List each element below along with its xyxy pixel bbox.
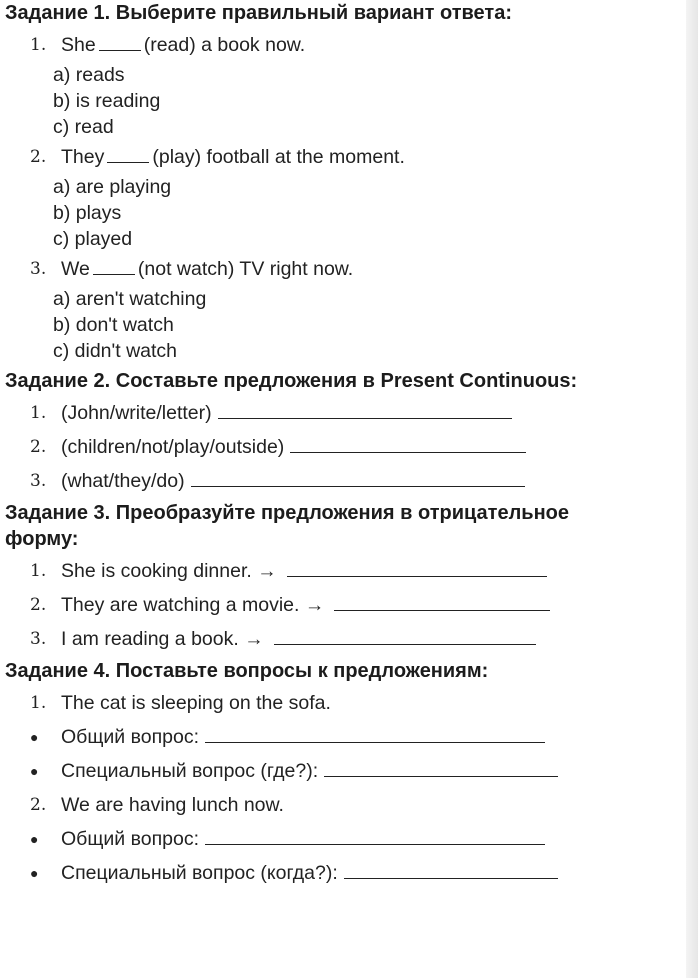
- item-number: 2.: [30, 595, 47, 615]
- task3-item-1: [0, 554, 686, 588]
- task4-general-question-1: [0, 720, 686, 754]
- answer-line[interactable]: [290, 432, 526, 453]
- question-text-after: (read) a book now.: [143, 34, 306, 56]
- task4-sentence-2: [0, 788, 686, 822]
- item-number: 1.: [30, 403, 47, 423]
- answer-blank[interactable]: [99, 32, 141, 51]
- option-c[interactable]: c) played: [53, 228, 133, 250]
- item-text: She is cooking dinner. →: [61, 560, 277, 582]
- task4-general-question-2: [0, 822, 686, 856]
- item-number: 3.: [30, 471, 47, 491]
- bullet-icon: ●: [30, 831, 39, 847]
- answer-blank[interactable]: [107, 144, 149, 163]
- item-text: (what/they/do): [61, 470, 185, 492]
- task2-heading: Задание 2. Составьте предложения в Present Continuous:: [5, 370, 578, 392]
- question-text-before: She: [61, 34, 96, 56]
- question-number: 2.: [30, 147, 47, 167]
- question-label: Общий вопрос:: [61, 726, 199, 748]
- bullet-icon: ●: [30, 865, 39, 881]
- option-c[interactable]: c) didn't watch: [53, 340, 178, 362]
- item-text: They are watching a movie. →: [61, 594, 325, 616]
- item-text: (children/not/play/outside): [61, 436, 285, 458]
- task2-item-2: [0, 430, 686, 464]
- question-label: Специальный вопрос (когда?):: [61, 862, 338, 884]
- question-number: 3.: [30, 259, 47, 279]
- page-edge-shadow: [686, 0, 698, 978]
- item-text: (John/write/letter): [61, 402, 212, 424]
- sentence-text: The cat is sleeping on the sofa.: [61, 692, 331, 714]
- question-label: Специальный вопрос (где?):: [61, 760, 319, 782]
- task1-question-1: [0, 28, 686, 62]
- task3-heading: Задание 3. Преобразуйте предложения в отрицательное форму:: [5, 502, 569, 550]
- task3-item-2: [0, 588, 686, 622]
- answer-blank[interactable]: [93, 256, 135, 275]
- task1-question-2: [0, 140, 686, 174]
- bullet-icon: ●: [30, 729, 39, 745]
- option-a[interactable]: a) reads: [53, 64, 125, 86]
- bullet-icon: ●: [30, 763, 39, 779]
- option-a[interactable]: a) aren't watching: [53, 288, 207, 310]
- answer-line[interactable]: [205, 824, 545, 845]
- question-text-before: We: [61, 258, 90, 280]
- option-b[interactable]: b) plays: [53, 202, 122, 224]
- item-number: 2.: [30, 795, 47, 815]
- sentence-text: We are having lunch now.: [61, 794, 284, 816]
- question-text-before: They: [61, 146, 105, 168]
- option-b[interactable]: b) is reading: [53, 90, 161, 112]
- option-b[interactable]: b) don't watch: [53, 314, 174, 336]
- task3-item-3: [0, 622, 686, 656]
- answer-line[interactable]: [287, 556, 547, 577]
- answer-line[interactable]: [205, 722, 545, 743]
- task4-special-question-2: [0, 856, 686, 890]
- answer-line[interactable]: [191, 466, 525, 487]
- question-text-after: (play) football at the moment.: [152, 146, 405, 168]
- task2-item-3: [0, 464, 686, 498]
- item-number: 2.: [30, 437, 47, 457]
- item-number: 1.: [30, 693, 47, 713]
- item-text: I am reading a book. →: [61, 628, 264, 650]
- answer-line[interactable]: [324, 756, 558, 777]
- item-number: 1.: [30, 561, 47, 581]
- question-number: 1.: [30, 35, 47, 55]
- task2-item-1: [0, 396, 686, 430]
- task4-sentence-1: [0, 686, 686, 720]
- answer-line[interactable]: [344, 858, 558, 879]
- task4-special-question-1: [0, 754, 686, 788]
- answer-line[interactable]: [274, 624, 536, 645]
- answer-line[interactable]: [334, 590, 550, 611]
- task1-heading: Задание 1. Выберите правильный вариант ответа:: [5, 2, 512, 24]
- task1-question-3: [0, 252, 686, 286]
- question-text-after: (not watch) TV right now.: [137, 258, 354, 280]
- option-a[interactable]: a) are playing: [53, 176, 172, 198]
- item-number: 3.: [30, 629, 47, 649]
- answer-line[interactable]: [218, 398, 512, 419]
- question-label: Общий вопрос:: [61, 828, 199, 850]
- option-c[interactable]: c) read: [53, 116, 114, 138]
- task4-heading: Задание 4. Поставьте вопросы к предложениям:: [5, 660, 489, 682]
